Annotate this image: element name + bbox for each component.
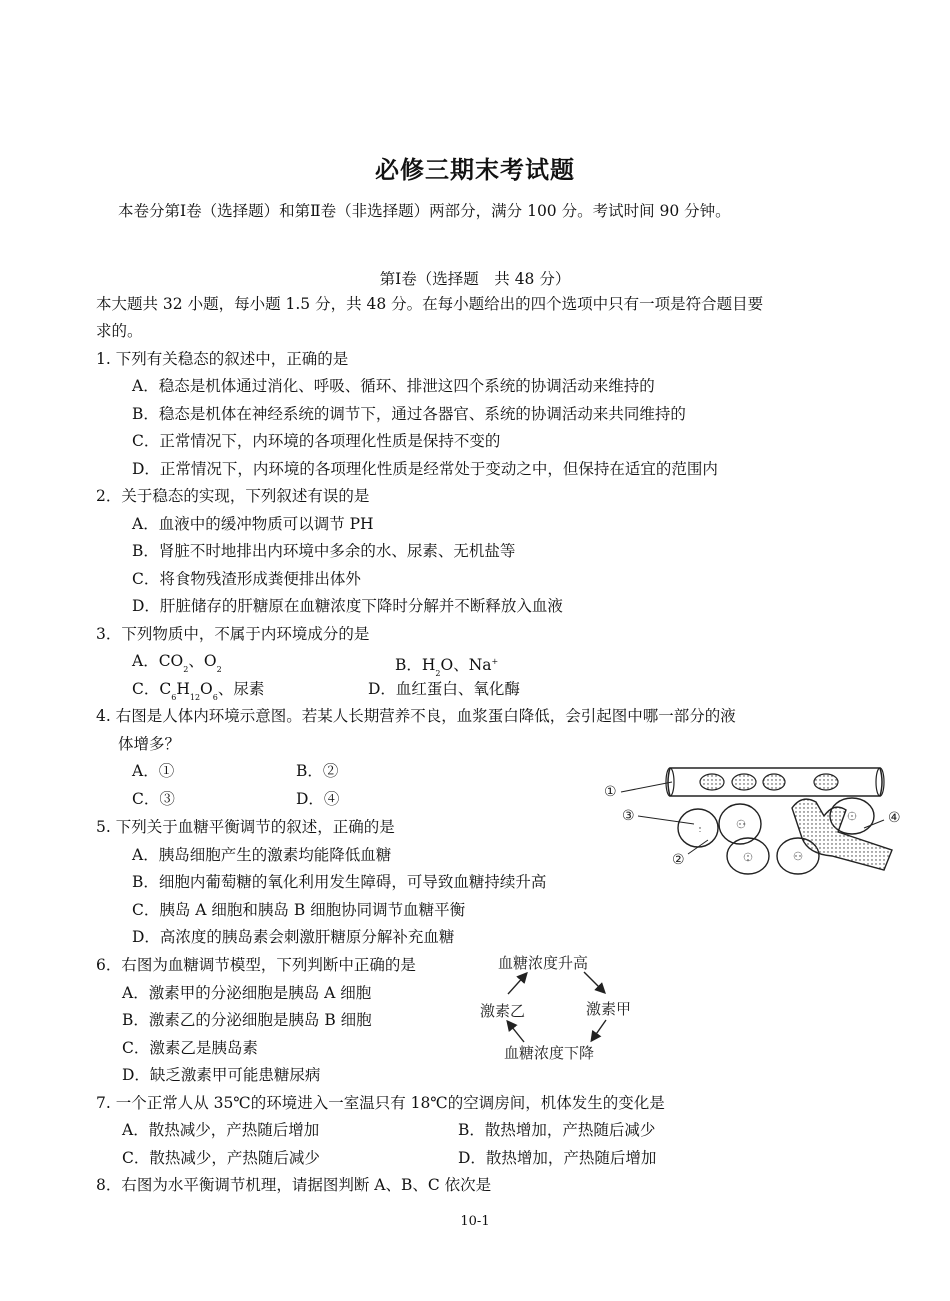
label-hormone-jia: 激素甲 <box>586 1000 632 1018</box>
q3-option-b: B．$H_2O$、Na+ <box>395 656 499 679</box>
q5-stem: 5. 下列关于血糖平衡调节的叙述，正确的是 <box>96 818 395 836</box>
q5-option-d: D．高浓度的胰岛素会刺激肝糖原分解补充血糖 <box>132 928 455 946</box>
q5-option-c: C．胰岛 A 细胞和胰岛 B 细胞协同调节血糖平衡 <box>132 901 466 919</box>
q1-option-b: B．稳态是机体在神经系统的调节下，通过各器官、系统的协调活动来共同维持的 <box>132 405 686 423</box>
q6-option-a: A．激素甲的分泌细胞是胰岛 A 细胞 <box>122 984 372 1002</box>
q6-stem: 6．右图为血糖调节模型，下列判断中正确的是 <box>96 956 416 974</box>
q7-option-a: A．散热减少，产热随后增加 <box>122 1121 320 1139</box>
q2-stem: 2．关于稳态的实现，下列叙述有误的是 <box>96 487 370 505</box>
q1-option-c: C．正常情况下，内环境的各项理化性质是保持不变的 <box>132 432 501 450</box>
capillary-vessel <box>666 768 884 796</box>
q4-stem-line-2: 体增多？ <box>118 735 181 753</box>
q7-stem: 7. 一个正常人从 35℃的环境进入一室温只有 18℃的空调房间，机体发生的变化是 <box>96 1094 665 1112</box>
q4-option-a: A．① <box>132 762 175 780</box>
q1-option-d: D．正常情况下，内环境的各项理化性质是经常处于变动之中，但保持在适宜的范围内 <box>132 460 718 478</box>
q1-stem: 1. 下列有关稳态的叙述中，正确的是 <box>96 350 349 368</box>
internal-environment-svg <box>602 758 912 876</box>
q4-option-d: D．④ <box>296 790 340 808</box>
q6-option-b: B．激素乙的分泌细胞是胰岛 B 细胞 <box>122 1011 372 1029</box>
q1-option-a: A．稳态是机体通过消化、呼吸、循环、排泄这四个系统的协调活动来维持的 <box>132 377 655 395</box>
q3-stem: 3．下列物质中，不属于内环境成分的是 <box>96 625 370 643</box>
q7-option-d: D．散热增加，产热随后增加 <box>458 1149 657 1167</box>
q8-stem: 8．右图为水平衡调节机理，请据图判断 A、B、C 依次是 <box>96 1176 492 1194</box>
label-4: ④ <box>888 810 901 826</box>
q6-option-d: D．缺乏激素甲可能患糖尿病 <box>122 1066 321 1084</box>
label-glucose-fall: 血糖浓度下降 <box>504 1044 595 1062</box>
q3-option-c: C．$C_6H_{12}O_6$、尿素 <box>132 680 265 702</box>
instruction-line-1: 本大题共 32 小题，每小题 1.5 分，共 48 分。在每小题给出的四个选项中只有一项是符合题目要 <box>96 295 764 313</box>
label-hormone-yi: 激素乙 <box>480 1002 526 1020</box>
page-number: 10-1 <box>460 1214 490 1229</box>
internal-environment-diagram <box>602 758 912 876</box>
q5-option-a: A．胰岛细胞产生的激素均能降低血糖 <box>132 846 392 864</box>
label-3: ③ <box>622 808 635 824</box>
q5-option-b: B．细胞内葡萄糖的氧化利用发生障碍，可导致血糖持续升高 <box>132 873 547 891</box>
label-2: ② <box>672 852 685 868</box>
q2-option-d: D．肝脏储存的肝糖原在血糖浓度下降时分解并不断释放入血液 <box>132 597 563 615</box>
instruction-line-2: 求的。 <box>96 322 143 340</box>
q6-option-c: C．激素乙是胰岛素 <box>122 1039 258 1057</box>
lymph-vessel <box>792 799 892 870</box>
exam-intro: 本卷分第Ⅰ卷（选择题）和第Ⅱ卷（非选择题）两部分，满分 100 分。考试时间 90 分钟。 <box>118 202 731 220</box>
q2-option-c: C．将食物残渣形成粪便排出体外 <box>132 570 361 588</box>
q3-option-a: A．$CO_2$、$O_2$ <box>132 652 222 674</box>
q3-option-d: D．血红蛋白、氧化酶 <box>368 680 520 698</box>
q4-option-b: B．② <box>296 762 339 780</box>
label-glucose-rise: 血糖浓度升高 <box>498 954 589 972</box>
q7-option-b: B．散热增加，产热随后减少 <box>458 1121 656 1139</box>
q2-option-b: B．肾脏不时地排出内环境中多余的水、尿素、无机盐等 <box>132 542 516 560</box>
q4-stem-line-1: 4. 右图是人体内环境示意图。若某人长期营养不良，血浆蛋白降低，会引起图中哪一部分的液 <box>96 707 736 725</box>
blood-sugar-diagram <box>474 950 644 1068</box>
q2-option-a: A．血液中的缓冲物质可以调节 PH <box>132 515 374 533</box>
q7-option-c: C．散热减少，产热随后减少 <box>122 1149 320 1167</box>
q4-option-c: C．③ <box>132 790 175 808</box>
page-title: 必修三期末考试题 <box>375 156 575 184</box>
label-1: ① <box>604 784 617 800</box>
section-title: 第Ⅰ卷（选择题 共 48 分） <box>379 270 571 288</box>
